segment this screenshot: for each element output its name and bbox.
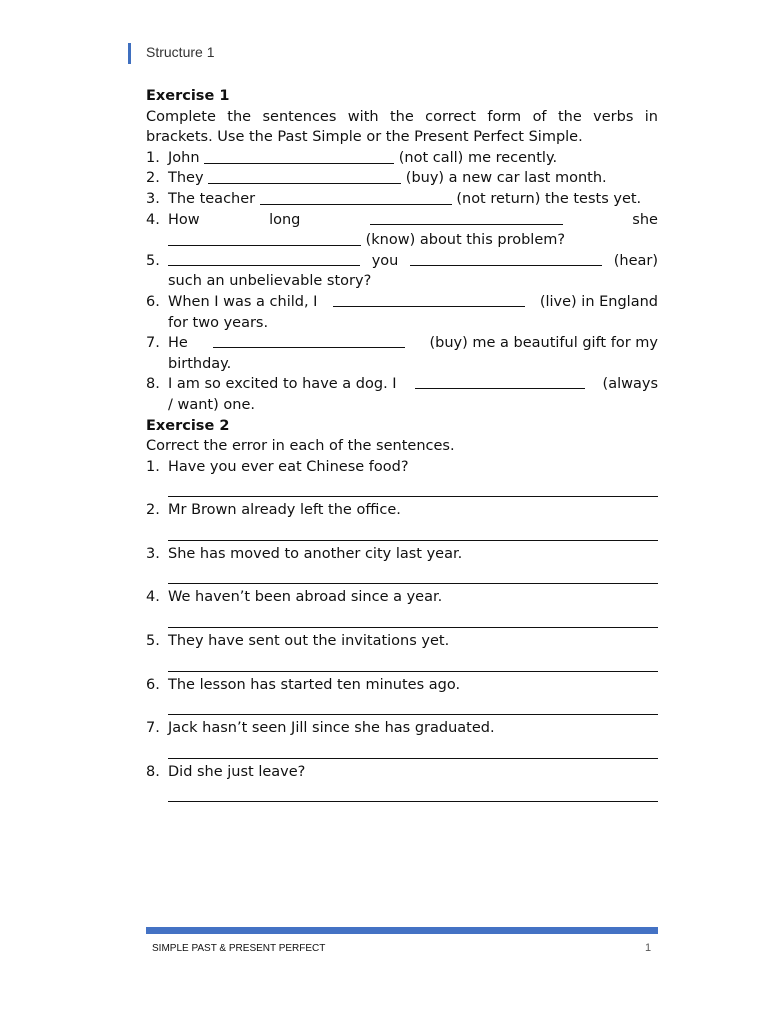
- item-text: you: [371, 252, 399, 269]
- list-item: [146, 148, 658, 169]
- list-item: [146, 251, 658, 292]
- item-number: 5.: [146, 633, 160, 650]
- exercise2-title: Exercise 2: [146, 417, 230, 434]
- answer-blank[interactable]: [213, 333, 405, 348]
- item-number: 2.: [146, 502, 160, 519]
- item-text: She has moved to another city last year.: [168, 545, 463, 562]
- exercise1-title: Exercise 1: [146, 88, 230, 104]
- item-text: John: [168, 149, 200, 166]
- answer-line[interactable]: [168, 782, 658, 802]
- item-number: 7.: [146, 720, 160, 737]
- item-text: (buy) me a beautiful gift for my: [429, 335, 658, 352]
- exercise1-instructions: Complete the sentences with the correct form of the verbs in brackets. Use the Past Simple or the Present Perfect Simple.: [146, 108, 658, 146]
- item-number: 2.: [146, 170, 160, 187]
- item-number: 1.: [146, 149, 160, 166]
- list-item: [146, 587, 658, 631]
- item-text: (live) in England: [539, 293, 658, 310]
- worksheet-content: [146, 86, 658, 805]
- item-text: They: [168, 170, 204, 187]
- list-item: [146, 168, 658, 189]
- item-text: (always: [602, 376, 658, 393]
- item-number: 1.: [146, 458, 160, 475]
- item-number: 6.: [146, 676, 160, 693]
- item-number: 6.: [146, 293, 160, 310]
- item-text: How: [168, 211, 200, 228]
- answer-blank[interactable]: [260, 190, 452, 205]
- item-text: such an unbelievable story?: [168, 273, 372, 290]
- item-text: When I was a child, I: [168, 293, 318, 310]
- answer-line[interactable]: [168, 695, 658, 715]
- list-item: [146, 762, 658, 806]
- list-item: [146, 374, 658, 415]
- answer-blank[interactable]: [168, 231, 361, 246]
- page-header: Structure 1: [146, 44, 215, 60]
- answer-blank[interactable]: [333, 292, 525, 307]
- exercise2-list: [146, 457, 658, 806]
- item-text: she: [632, 211, 658, 228]
- page-number: 1: [645, 942, 652, 954]
- item-number: 5.: [146, 252, 160, 269]
- list-item: [146, 675, 658, 719]
- item-text: (know) about this problem?: [365, 232, 566, 249]
- list-item: [146, 210, 658, 251]
- list-item: [146, 718, 658, 762]
- list-item: [146, 333, 658, 374]
- answer-line[interactable]: [168, 521, 658, 541]
- item-number: 3.: [146, 190, 160, 207]
- answer-blank[interactable]: [410, 251, 602, 266]
- answer-blank[interactable]: [168, 251, 360, 266]
- item-text: / want) one.: [168, 396, 255, 413]
- item-text: The teacher: [168, 190, 256, 207]
- item-text: Mr Brown already left the office.: [168, 502, 401, 519]
- answer-blank[interactable]: [415, 374, 585, 389]
- item-text: We haven’t been abroad since a year.: [168, 589, 443, 606]
- answer-line[interactable]: [168, 652, 658, 672]
- item-text: (buy) a new car last month.: [405, 170, 607, 187]
- answer-line[interactable]: [168, 477, 658, 497]
- item-text: for two years.: [168, 314, 269, 331]
- list-item: [146, 457, 658, 501]
- item-number: 7.: [146, 335, 160, 352]
- item-text: (hear): [613, 252, 658, 269]
- item-text: Jack hasn’t seen Jill since she has graduated.: [168, 720, 495, 737]
- exercise2-instructions: Correct the error in each of the sentences.: [146, 438, 455, 455]
- item-text: He: [168, 335, 188, 352]
- item-number: 8.: [146, 376, 160, 393]
- item-text: They have sent out the invitations yet.: [168, 633, 450, 650]
- item-number: 4.: [146, 211, 160, 228]
- exercise1-list: [146, 148, 658, 416]
- item-number: 8.: [146, 763, 160, 780]
- answer-line[interactable]: [168, 608, 658, 628]
- item-text: (not return) the tests yet.: [456, 190, 642, 207]
- list-item: [146, 631, 658, 675]
- list-item: [146, 500, 658, 544]
- item-text: Have you ever eat Chinese food?: [168, 458, 409, 475]
- list-item: [146, 189, 658, 210]
- footer-accent-bar: [146, 927, 658, 934]
- item-number: 4.: [146, 589, 160, 606]
- item-text: I am so excited to have a dog. I: [168, 376, 397, 393]
- item-text: long: [269, 211, 301, 228]
- answer-blank[interactable]: [208, 169, 401, 184]
- list-item: [146, 544, 658, 588]
- answer-blank[interactable]: [370, 210, 563, 225]
- item-text: birthday.: [168, 355, 232, 372]
- footer-title: SIMPLE PAST & PRESENT PERFECT: [152, 943, 326, 954]
- answer-line[interactable]: [168, 739, 658, 759]
- answer-blank[interactable]: [204, 149, 394, 164]
- header-accent-bar: [128, 43, 131, 64]
- item-text: (not call) me recently.: [398, 149, 558, 166]
- answer-line[interactable]: [168, 564, 658, 584]
- item-number: 3.: [146, 545, 160, 562]
- item-text: The lesson has started ten minutes ago.: [168, 676, 461, 693]
- list-item: [146, 292, 658, 333]
- item-text: Did she just leave?: [168, 763, 306, 780]
